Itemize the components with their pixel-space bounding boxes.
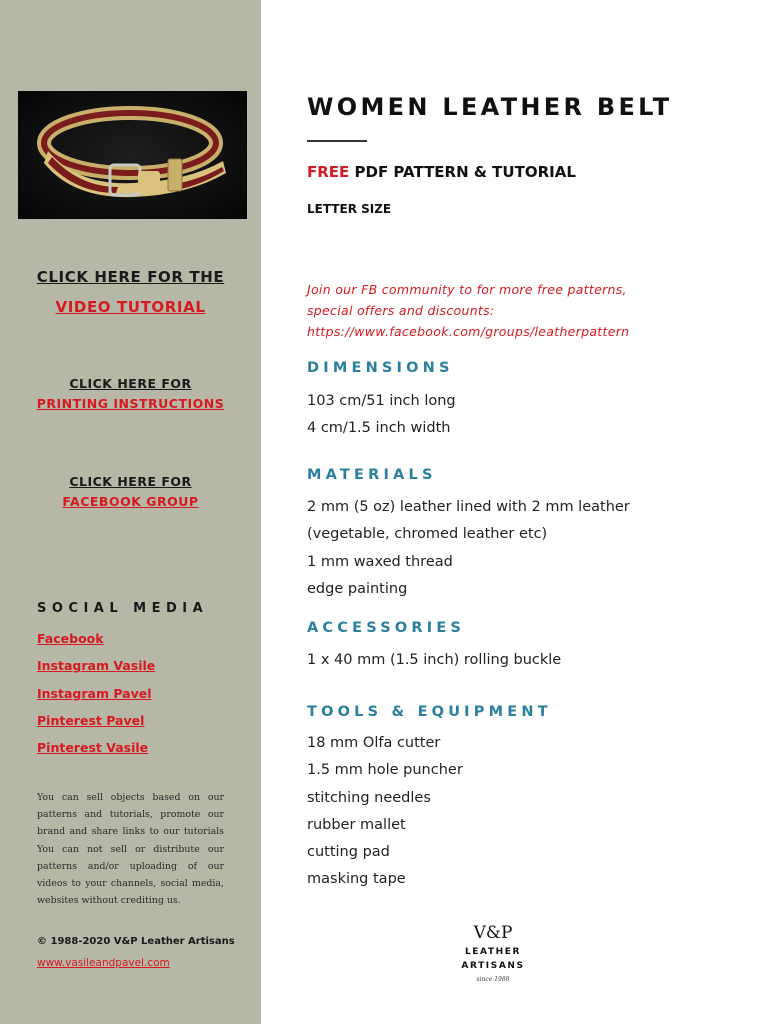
list-item: 2 mm (5 oz) leather lined with 2 mm leather xyxy=(307,499,630,515)
accessories-heading: ACCESSORIES xyxy=(307,620,466,636)
tools-list xyxy=(307,730,463,894)
logo-line-2: ARTISANS xyxy=(461,961,525,971)
list-item: 1 x 40 mm (1.5 inch) rolling buckle xyxy=(307,652,562,668)
facebook-group-line1: CLICK HERE FOR xyxy=(69,474,192,489)
subtitle-free: FREE xyxy=(307,163,350,181)
social-link-pinterest-pavel[interactable]: Pinterest Pavel xyxy=(37,712,145,728)
video-tutorial-line2: VIDEO TUTORIAL xyxy=(55,298,206,316)
social-link-facebook[interactable]: Facebook xyxy=(37,631,104,646)
community-line-2: special offers and discounts: xyxy=(307,303,495,318)
belt-photo xyxy=(18,91,247,219)
social-link-instagram-pavel[interactable]: Instagram Pavel xyxy=(37,685,152,701)
video-tutorial-link[interactable] xyxy=(0,262,261,322)
facebook-group-line2: FACEBOOK GROUP xyxy=(62,494,199,509)
facebook-group-link[interactable] xyxy=(0,472,261,512)
materials-heading: MATERIALS xyxy=(307,467,437,483)
social-media-heading: SOCIAL MEDIA xyxy=(37,601,209,616)
list-item: edge painting xyxy=(307,580,408,597)
community-note xyxy=(307,279,747,342)
copyright: © 1988-2020 V&P Leather Artisans xyxy=(37,936,235,947)
brand-logo xyxy=(448,922,538,983)
list-item: cutting pad xyxy=(307,844,390,861)
list-item: 18 mm Olfa cutter xyxy=(307,735,441,751)
printing-instructions-line1: CLICK HERE FOR xyxy=(69,376,192,391)
list-item: masking tape xyxy=(307,871,406,888)
video-tutorial-line1: CLICK HERE FOR THE xyxy=(36,268,225,286)
list-item: (vegetable, chromed leather etc) xyxy=(307,526,548,543)
printing-instructions-link[interactable] xyxy=(0,374,261,414)
community-line-1: Join our FB community to for more free patterns, xyxy=(307,282,627,297)
social-link-instagram-vasile[interactable]: Instagram Vasile xyxy=(37,658,156,674)
printing-instructions-line2: PRINTING INSTRUCTIONS xyxy=(36,396,225,411)
website-link[interactable]: www.vasileandpavel.com xyxy=(37,957,170,969)
materials-list xyxy=(307,494,630,603)
page-title: WOMEN LEATHER BELT xyxy=(307,93,673,121)
list-item: 4 cm/1.5 inch width xyxy=(307,420,451,437)
social-media-list xyxy=(37,625,155,761)
social-link-pinterest-vasile[interactable]: Pinterest Vasile xyxy=(37,740,149,756)
list-item: 1.5 mm hole puncher xyxy=(307,762,463,779)
list-item: rubber mallet xyxy=(307,816,406,833)
subtitle-rest: PDF PATTERN & TUTORIAL xyxy=(349,163,576,181)
community-url[interactable]: https://www.facebook.com/groups/leatherpattern xyxy=(307,324,630,339)
legal-notice: You can sell objects based on our patterns and tutorials, promote our brand and share links to our tutorials You can not sell or distribute our patterns and/or uploading of our videos to your channels, social media, websites without crediting us. xyxy=(37,792,224,907)
list-item: 1 mm waxed thread xyxy=(307,553,453,570)
title-divider xyxy=(307,140,367,142)
list-item: stitching needles xyxy=(307,789,431,806)
accessories-list xyxy=(307,647,561,674)
subtitle xyxy=(307,163,576,181)
belt-image xyxy=(18,91,247,219)
dimensions-heading: DIMENSIONS xyxy=(307,360,454,376)
dimensions-list xyxy=(307,388,456,443)
sidebar xyxy=(0,0,261,1024)
logo-mark: V&P xyxy=(473,923,513,943)
letter-size-label: LETTER SIZE xyxy=(307,202,392,216)
tools-heading: TOOLS & EQUIPMENT xyxy=(307,704,552,720)
logo-line-1: LEATHER xyxy=(464,947,522,957)
list-item: 103 cm/51 inch long xyxy=(307,393,456,409)
logo-since: since 1988 xyxy=(476,976,510,983)
